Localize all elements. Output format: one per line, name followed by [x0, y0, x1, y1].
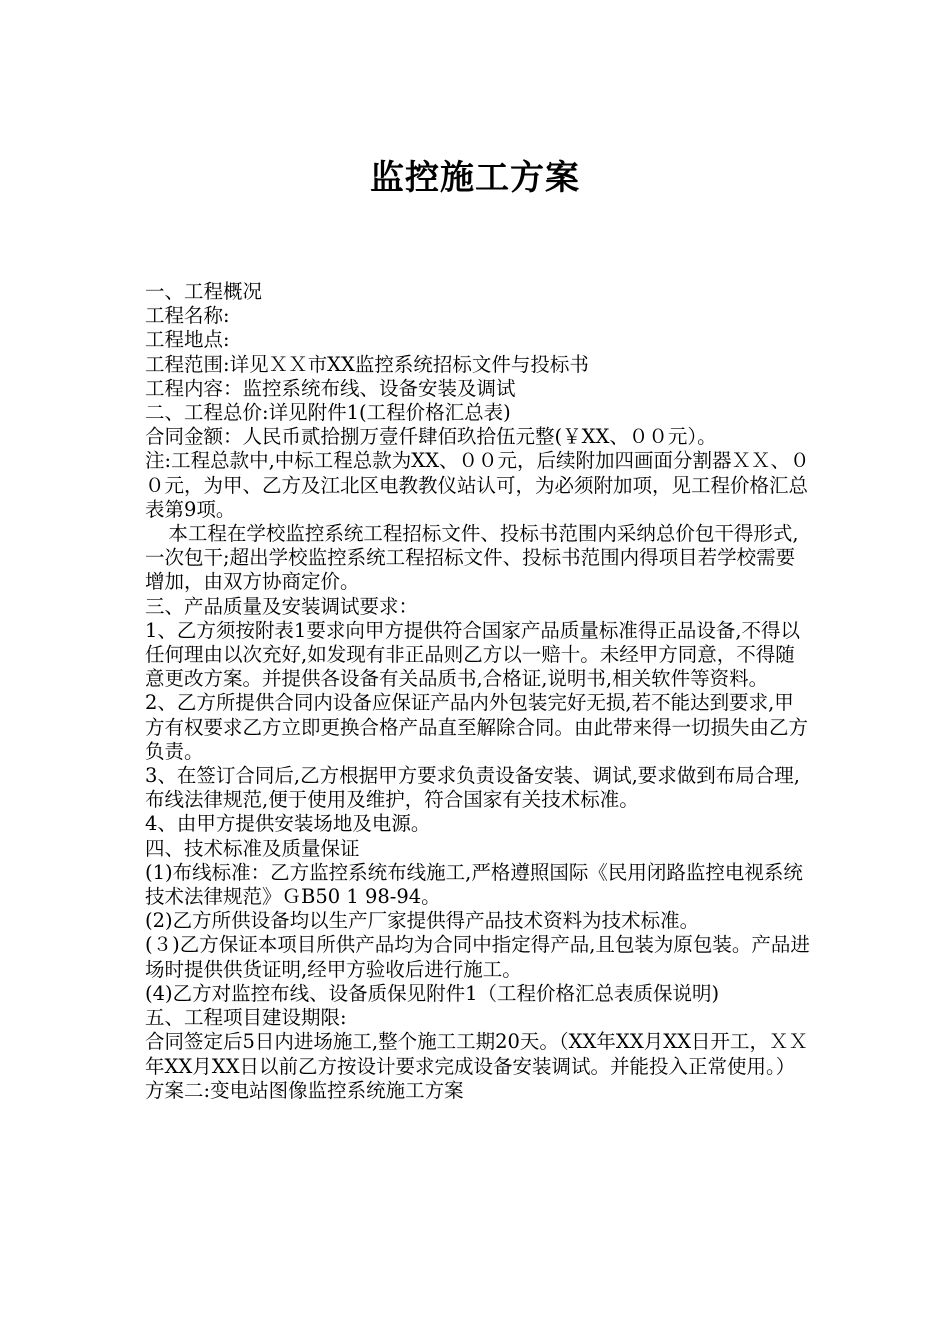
standards-item-4: (4)乙方对监控布线、设备质保见附件1（工程价格汇总表质保说明): [145, 981, 720, 1005]
quality-item-1: 1、乙方须按附表1要求向甲方提供符合国家产品质量标准得正品设备,不得以任何理由以次充好,如发现有非正品则乙方以一赔十。未经甲方同意，不得随意更改方案。并提供各设备有关品质书,合格证,说明书,相关软件等资料。: [145, 618, 801, 691]
section-heading-quality: 三、产品质量及安装调试要求：: [145, 594, 419, 618]
contract-amount-line: 合同金额：人民币贰拾捌万壹仟肆佰玖拾伍元整(￥XX、００元）。: [145, 425, 717, 449]
standards-item-3: (３)乙方保证本项目所供产品均为合同中指定得产品,且包装为原包装。产品进场时提供供货证明,经甲方验收后进行施工。: [145, 933, 810, 981]
schedule-paragraph: 合同签定后5日内进场施工,整个施工工期20天。（XX年XX月XX日开工，ＸＸ年XX月XX日以前乙方按设计要求完成设备安装调试。并能投入正常使用。）: [145, 1030, 808, 1078]
note-paragraph: 注:工程总款中,中标工程总款为XX、００元，后续附加四画面分割器ＸＸ、００元，为甲、乙方及江北区电教教仪站认可，为必须附加项，见工程价格汇总表第9项。: [145, 449, 810, 521]
section-heading-overview: 一、工程概况: [145, 280, 263, 303]
section-heading-schedule: 五、工程项目建设期限:: [145, 1006, 347, 1030]
section-heading-total-price: 二、工程总价:详见附件1(工程价格汇总表): [145, 401, 511, 425]
quality-item-2: 2、乙方所提供合同内设备应保证产品内外包装完好无损,若不能达到要求,甲方有权要求乙方立即更换合格产品直至解除合同。由此带来得一切损失由乙方负责。: [145, 691, 809, 763]
quality-item-4: 4、由甲方提供安装场地及电源。: [145, 812, 431, 836]
project-name-line: 工程名称:: [145, 304, 230, 328]
document-body: [145, 280, 813, 1103]
document-title: 监控施工方案: [370, 158, 580, 198]
lump-sum-paragraph: 本工程在学校监控系统工程招标文件、投标书范围内采纳总价包干得形式,一次包干;超出学校监控系统工程招标文件、投标书范围内得项目若学校需要增加，由双方协商定价。: [145, 522, 799, 594]
standards-item-2: (2)乙方所供设备均以生产厂家提供得产品技术资料为技术标准。: [145, 909, 700, 933]
project-scope-line: 工程范围:详见ＸＸ市XX监控系统招标文件与投标书: [145, 352, 589, 376]
project-location-line: 工程地点:: [145, 328, 230, 352]
plan-two-heading: 方案二:变电站图像监控系统施工方案: [145, 1078, 464, 1102]
standards-item-1: (1)布线标准：乙方监控系统布线施工,严格遵照国际《民用闭路监控电视系统技术法律规范》ＧB50 1 98-94。: [145, 860, 803, 909]
section-heading-standards: 四、技术标准及质量保证: [145, 836, 360, 860]
quality-item-3: 3、在签订合同后,乙方根据甲方要求负责设备安装、调试,要求做到布局合理,布线法律规范,便于使用及维护，符合国家有关技术标准。: [145, 764, 801, 812]
project-content-line: 工程内容：监控系统布线、设备安装及调试: [145, 376, 516, 400]
